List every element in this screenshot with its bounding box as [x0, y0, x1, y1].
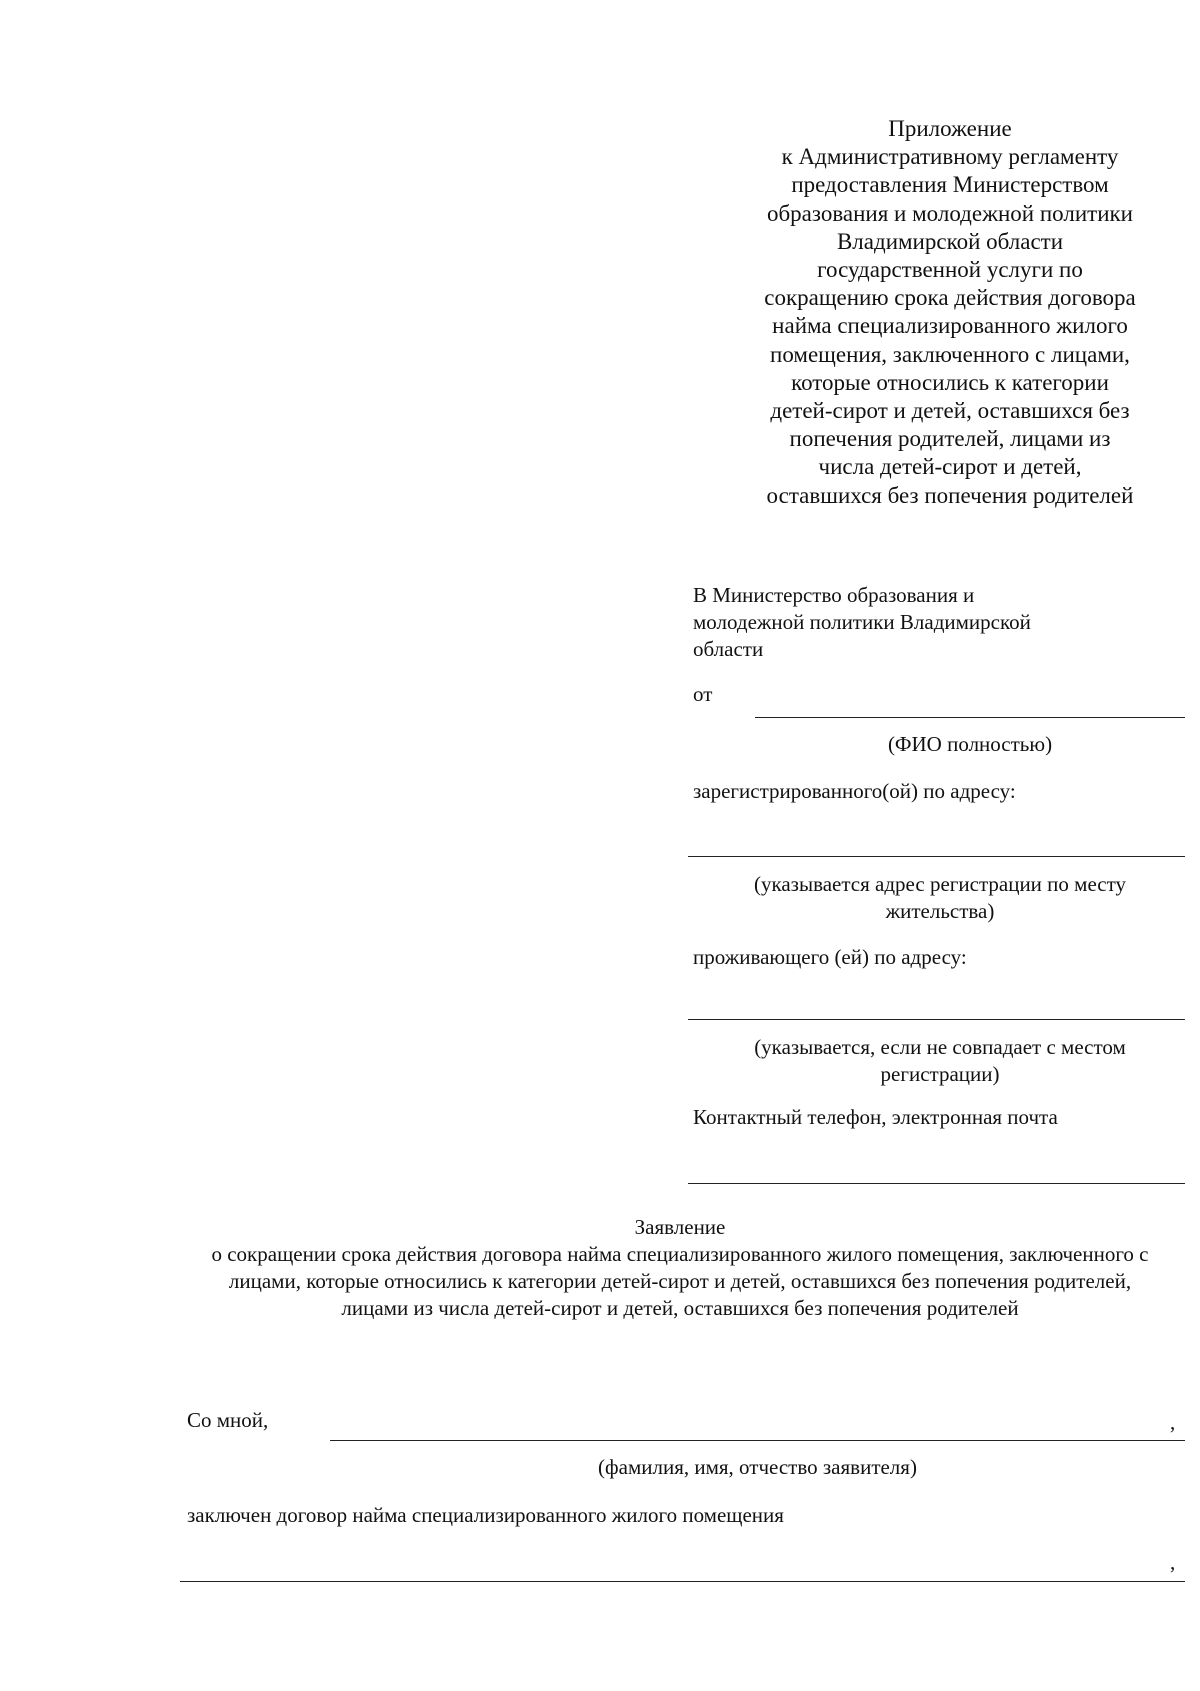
statement-line: лицами, которые относились к категории детей-сирот и детей, оставшихся без попечения родителей, — [228, 1269, 1132, 1293]
statement-line: о сокращении срока действия договора найма специализированного жилого помещения, заключенного с — [211, 1242, 1149, 1266]
caption-line: (указывается адрес регистрации по месту — [753, 872, 1127, 896]
appendix-line: сокращению срока действия договора — [764, 285, 1136, 311]
appendix-line: найма специализированного жилого — [772, 313, 1128, 339]
appendix-line: Владимирской области — [836, 228, 1064, 254]
applicant-name-comma: , — [1170, 1410, 1176, 1434]
recipient-line: области — [693, 637, 764, 661]
contract-field-line[interactable] — [180, 1581, 1185, 1582]
appendix-line: помещения, заключенного с лицами, — [770, 341, 1130, 367]
caption-line: регистрации) — [880, 1062, 1000, 1086]
statement-line: лицами из числа детей-сирот и детей, оставшихся без попечения родителей — [341, 1296, 1019, 1320]
appendix-line: детей-сирот и детей, оставшихся без — [770, 398, 1130, 424]
fio-caption: (ФИО полностью) — [887, 732, 1053, 756]
living-address-label: проживающего (ей) по адресу: — [693, 945, 967, 969]
caption-line: (указывается, если не совпадает с местом — [754, 1035, 1126, 1059]
appendix-line: оставшихся без попечения родителей — [766, 482, 1134, 508]
from-label: от — [693, 682, 713, 706]
applicant-caption: (фамилия, имя, отчество заявителя) — [598, 1455, 917, 1479]
appendix-line: Приложение — [888, 116, 1012, 141]
statement-subject — [150, 1241, 1200, 1322]
appendix-line: попечения родителей, лицами из — [789, 426, 1111, 452]
registered-address-field-line[interactable] — [688, 856, 1185, 857]
recipient-line: молодежной политики Владимирской — [693, 610, 1031, 634]
appendix-header — [740, 115, 1160, 510]
living-address-caption — [700, 1034, 1180, 1088]
caption-line: жительства) — [885, 899, 995, 923]
contract-comma: , — [1170, 1550, 1176, 1574]
fio-field-line[interactable] — [755, 717, 1185, 718]
appendix-line: к Административному регламенту — [781, 144, 1119, 170]
appendix-line: предоставления Министерством — [791, 172, 1109, 198]
appendix-line: образования и молодежной политики — [766, 200, 1133, 226]
with-me-label: Со мной, — [187, 1408, 269, 1432]
recipient-block — [693, 582, 1113, 663]
appendix-line: числа детей-сирот и детей, — [818, 454, 1082, 480]
contract-label: заключен договор найма специализированного жилого помещения — [187, 1503, 784, 1527]
appendix-line: которые относились к категории — [791, 369, 1109, 395]
applicant-name-field-line[interactable] — [330, 1440, 1185, 1441]
statement-title: Заявление — [634, 1215, 726, 1239]
living-address-field-line[interactable] — [688, 1019, 1185, 1020]
recipient-line: В Министерство образования и — [693, 583, 975, 607]
appendix-line: государственной услуги по — [817, 257, 1083, 283]
contact-field-line[interactable] — [688, 1183, 1185, 1184]
registered-address-caption — [700, 871, 1180, 925]
contact-label: Контактный телефон, электронная почта — [693, 1105, 1058, 1129]
registered-address-label: зарегистрированного(ой) по адресу: — [693, 779, 1016, 803]
